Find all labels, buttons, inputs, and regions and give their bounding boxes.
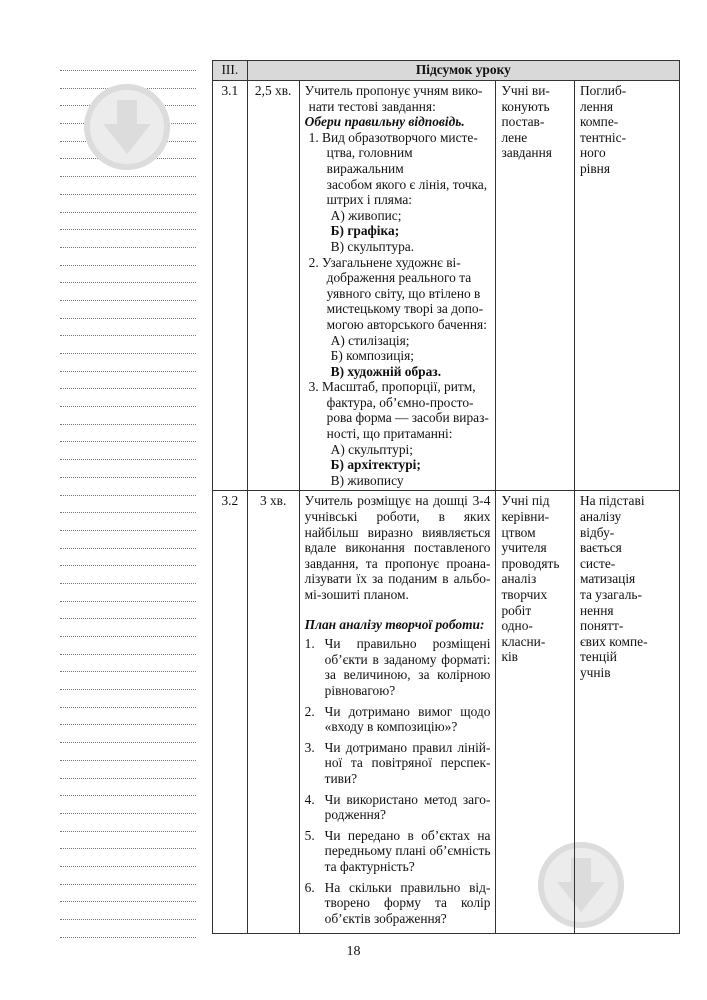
section-title: Підсумок уроку xyxy=(247,61,679,81)
note-line xyxy=(60,477,196,478)
plan-item xyxy=(305,880,491,927)
note-line xyxy=(60,441,196,442)
text-line: компе- xyxy=(579,114,619,130)
text-line: керівни- xyxy=(501,509,550,525)
note-line xyxy=(60,194,196,195)
text-line: лене xyxy=(501,129,528,145)
plan-item-number: 1. xyxy=(304,636,315,652)
plan-title: План аналізу творчої роботи: xyxy=(304,616,485,632)
note-line xyxy=(60,795,196,796)
answer-option: В) живопису xyxy=(330,472,404,488)
text-line: ного xyxy=(579,145,606,161)
plan-item xyxy=(305,636,491,698)
text-line: ків xyxy=(501,649,518,665)
note-line xyxy=(60,671,196,672)
note-line xyxy=(60,583,196,584)
text-line: могою авторського бачення: xyxy=(326,316,487,332)
text-line: та узагаль- xyxy=(579,587,642,602)
note-lines xyxy=(60,70,196,954)
note-line xyxy=(60,813,196,814)
text-line: тентніс- xyxy=(579,129,627,145)
text-line: постав- xyxy=(501,114,545,130)
text-line: штрих і пляма: xyxy=(326,192,413,208)
row-time: 2,5 хв. xyxy=(247,81,299,491)
note-line xyxy=(60,884,196,885)
plan-item-number: 4. xyxy=(304,791,315,807)
text-line: творчих xyxy=(501,587,548,602)
download-arrow-icon xyxy=(84,84,170,170)
answer-option: А) стилізація; xyxy=(330,332,410,348)
text-line: проводять xyxy=(501,555,560,571)
students-activity xyxy=(496,81,575,491)
note-line xyxy=(60,424,196,425)
text-line: одно- xyxy=(501,618,533,634)
note-line xyxy=(60,919,196,920)
text-line: уявного світу, що втілено в xyxy=(326,285,481,301)
text-line: відбу- xyxy=(579,524,615,540)
note-line xyxy=(60,512,196,513)
note-line xyxy=(60,265,196,266)
note-line xyxy=(60,831,196,832)
text-line: аналізу xyxy=(579,509,622,525)
row-time: 3 хв. xyxy=(247,491,299,934)
text-line: нати тестові завдання: xyxy=(308,98,436,114)
note-line xyxy=(60,760,196,761)
answer-option-correct: В) художній образ. xyxy=(330,363,442,379)
note-line xyxy=(60,901,196,902)
text-line: нення xyxy=(579,602,614,618)
answer-option: А) скульптурі; xyxy=(330,441,413,457)
note-line xyxy=(60,406,196,407)
answer-option: А) живопис; xyxy=(330,207,402,223)
text-line: робіт xyxy=(501,602,532,618)
note-line xyxy=(60,495,196,496)
answer-option: В) скульптура. xyxy=(330,238,415,254)
text-line: ності, що притаманні: xyxy=(326,426,453,442)
text-line: класни- xyxy=(501,633,546,649)
expected-result xyxy=(574,81,679,491)
plan-item-number: 3. xyxy=(304,739,315,755)
note-line xyxy=(60,318,196,319)
note-line xyxy=(60,229,196,230)
teacher-activity xyxy=(299,81,496,491)
plan-item-text: Чи правильно розміщені об’єкти в заданому форматі: за величиною, за колірною рівновагою? xyxy=(324,636,491,698)
text-line: тенцій xyxy=(579,649,617,665)
text-line: лення xyxy=(579,98,614,114)
text-line: учителя xyxy=(501,540,547,556)
text-line: завдання xyxy=(501,145,552,161)
note-line xyxy=(60,654,196,655)
text-line: понятт- xyxy=(579,618,624,634)
question-1 xyxy=(305,130,491,255)
teacher-intro xyxy=(305,83,491,114)
row-number: 3.2 xyxy=(213,491,248,934)
lesson-table xyxy=(212,60,680,934)
note-line xyxy=(60,70,196,71)
text-line: 3. Масштаб, пропорції, ритм, xyxy=(308,379,476,395)
plan-item-number: 5. xyxy=(304,827,315,843)
note-line xyxy=(60,778,196,779)
text-line: систе- xyxy=(579,555,616,571)
text-line: цтва, головним виражальним xyxy=(326,145,413,176)
note-line xyxy=(60,707,196,708)
plan-item-number: 6. xyxy=(304,879,315,895)
note-line xyxy=(60,866,196,867)
text-line: рівня xyxy=(579,160,611,176)
note-line xyxy=(60,548,196,549)
note-line xyxy=(60,636,196,637)
note-line xyxy=(60,724,196,725)
text-line: мистецькому творі за допо- xyxy=(326,301,484,317)
note-line xyxy=(60,565,196,566)
note-line xyxy=(60,212,196,213)
text-line: цтвом xyxy=(501,524,536,540)
note-line xyxy=(60,353,196,354)
table-row xyxy=(213,491,680,934)
note-line xyxy=(60,530,196,531)
text-line: євих компе- xyxy=(579,633,648,649)
answer-option-correct: Б) графіка; xyxy=(330,223,400,239)
answer-option-correct: Б) архітектурі; xyxy=(330,457,421,473)
teacher-text: Учитель розміщує на дошці 3-4 учнівські роботи, в яких найбільш виразно виявляється вдале виконання поставленого завдання, та пропонує проаналізувати їх за поданим в альбомі-зошиті планом. xyxy=(304,493,491,602)
section-number: III. xyxy=(213,61,248,81)
text-line: Поглиб- xyxy=(579,83,627,98)
text-line: вається xyxy=(579,540,622,556)
text-line: рова форма — засоби вираз- xyxy=(326,410,489,426)
text-line: фактура, об’ємно-просто- xyxy=(326,394,474,410)
answer-option: Б) композиція; xyxy=(330,348,414,364)
note-line xyxy=(60,459,196,460)
text-line: На підставі xyxy=(579,493,645,509)
note-line xyxy=(60,176,196,177)
teacher-activity xyxy=(299,491,496,934)
note-line xyxy=(60,618,196,619)
watermark-logo-top xyxy=(84,84,170,170)
note-line xyxy=(60,689,196,690)
note-line xyxy=(60,937,196,938)
note-line xyxy=(60,247,196,248)
row-number: 3.1 xyxy=(213,81,248,491)
text-line: учнів xyxy=(579,664,611,680)
question-2 xyxy=(305,255,491,380)
text-line: аналіз xyxy=(501,571,537,587)
note-line xyxy=(60,742,196,743)
text-line: дображення реального та xyxy=(326,270,472,286)
text-line: Учитель пропонує учням вико- xyxy=(304,83,483,98)
plan-item xyxy=(305,740,491,787)
note-line xyxy=(60,848,196,849)
students-activity xyxy=(496,491,575,934)
note-line xyxy=(60,300,196,301)
plan-item-text: Чи дотримано вимог щодо «входу в композицію»? xyxy=(324,703,491,735)
plan-item xyxy=(305,704,491,735)
text-line: Учні ви- xyxy=(501,83,550,98)
plan-item xyxy=(305,828,491,875)
note-line xyxy=(60,282,196,283)
note-line xyxy=(60,335,196,336)
plan-item-text: На скільки правильно відтворено форму та колір об’єктів зображення? xyxy=(324,879,491,926)
plan-item-text: Чи дотримано правил лінійної та повітряної перспективи? xyxy=(324,739,491,786)
note-line xyxy=(60,388,196,389)
text-line: 1. Вид образотворчого мисте- xyxy=(308,129,478,145)
expected-result xyxy=(574,491,679,934)
plan-item-text: Чи використано метод загородження? xyxy=(324,791,491,823)
note-line xyxy=(60,371,196,372)
plan-item xyxy=(305,792,491,823)
question-3 xyxy=(305,379,491,488)
page-number: 18 xyxy=(346,944,361,959)
plan-item-text: Чи передано в об’єктах на передньому плані об’ємність та фактурність? xyxy=(324,827,491,874)
table-row xyxy=(213,81,680,491)
text-line: конують xyxy=(501,98,550,114)
task-title: Обери правильну відповідь. xyxy=(304,114,465,130)
text-line: Учні під xyxy=(501,493,550,509)
text-line: 2. Узагальнене художнє ві- xyxy=(308,254,461,270)
section-header-row xyxy=(213,61,680,81)
text-line: засобом якого є лінія, точка, xyxy=(326,176,488,192)
plan-item-number: 2. xyxy=(304,703,315,719)
text-line: матизація xyxy=(579,571,636,587)
note-line xyxy=(60,601,196,602)
